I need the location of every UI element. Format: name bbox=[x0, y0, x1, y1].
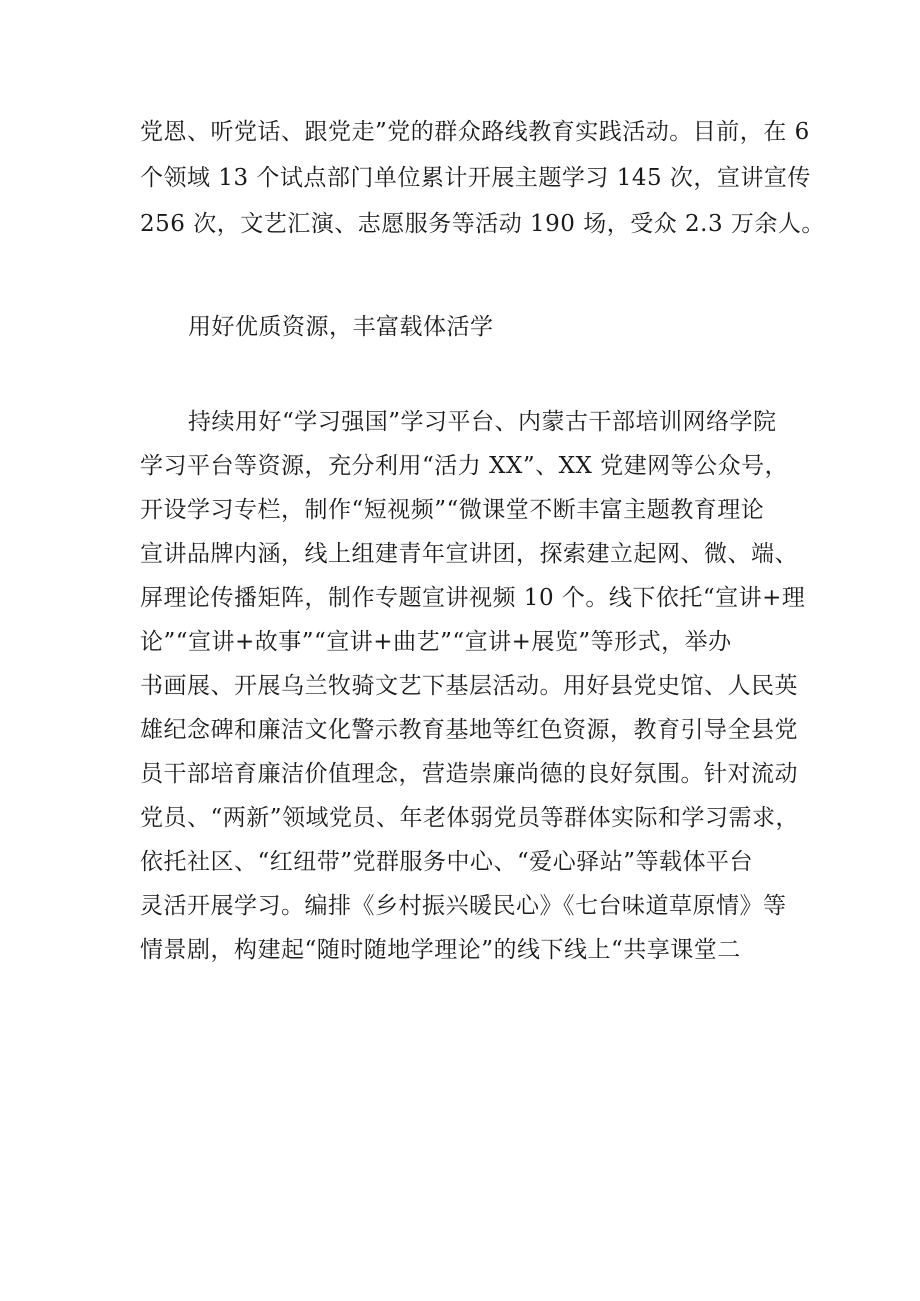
text-line: 持续用好“学习强国”学习平台、内蒙古干部培训网络学院 bbox=[188, 409, 777, 435]
text-line: 开设学习专栏，制作“短视频”“微课堂不断丰富主题教育理论 bbox=[140, 497, 765, 523]
text-line: 宣讲品牌内涵，线上组建青年宣讲团，探索建立起网、微、端、 bbox=[140, 541, 798, 567]
text-line: 论”“宣讲+故事”“宣讲+曲艺”“宣讲+展览”等形式，举办 bbox=[140, 629, 732, 655]
text-line: 屏理论传播矩阵，制作专题宣讲视频 10 个。线下依托“宣讲+理 bbox=[140, 585, 806, 611]
paragraph-results bbox=[140, 115, 825, 253]
text-line: 雄纪念碑和廉洁文化警示教育基地等红色资源，教育引导全县党 bbox=[140, 717, 798, 743]
text-line: 党恩、听党话、跟党走”党的群众路线教育实践活动。目前，在 6 bbox=[140, 119, 810, 145]
heading-text: 用好优质资源，丰富载体活学 bbox=[188, 314, 494, 340]
paragraph-resources bbox=[140, 405, 806, 977]
text-line: 情景剧，构建起“随时随地学理论”的线下线上“共享课堂二 bbox=[140, 937, 741, 963]
text-line: 党员、“两新”领域党员、年老体弱党员等群体实际和学习需求， bbox=[140, 805, 800, 831]
text-line: 灵活开展学习。编排《乡村振兴暖民心》《七台味道草原情》等 bbox=[140, 893, 787, 919]
text-line: 256 次，文艺汇演、志愿服务等活动 190 场，受众 2.3 万余人。 bbox=[140, 211, 825, 237]
section-heading bbox=[188, 310, 848, 344]
text-line: 员干部培育廉洁价值理念，营造崇廉尚德的良好氛围。针对流动 bbox=[140, 761, 798, 787]
text-line: 学习平台等资源，充分利用“活力 XX”、XX 党建网等公众号， bbox=[140, 453, 789, 479]
text-line: 个领域 13 个试点部门单位累计开展主题学习 145 次，宣讲宣传 bbox=[140, 165, 811, 191]
text-line: 依托社区、“红纽带”党群服务中心、“爱心驿站”等载体平台 bbox=[140, 849, 754, 875]
text-line: 书画展、开展乌兰牧骑文艺下基层活动。用好县党史馆、人民英 bbox=[140, 673, 798, 699]
